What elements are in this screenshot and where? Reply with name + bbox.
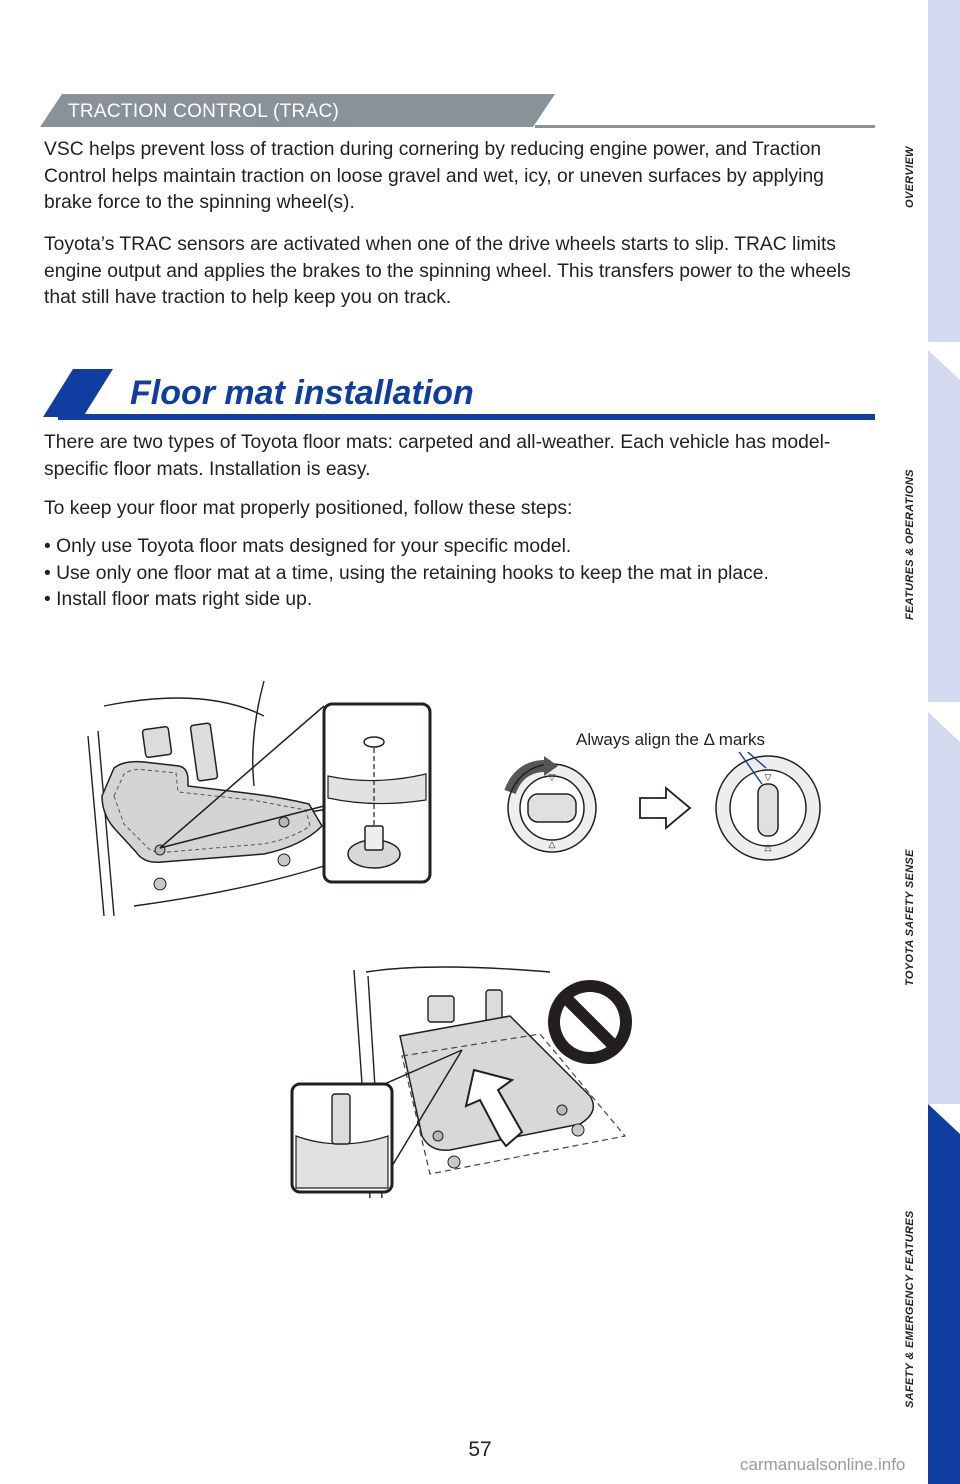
floor-mat-header-rule [58,414,875,420]
page-number: 57 [468,1438,492,1461]
hook-alignment-illustration [500,752,830,864]
sidebar-label-overview: OVERVIEW [904,146,916,208]
watermark: carmanualsonline.info [740,1455,906,1474]
tab-toyota-safety-sense[interactable] [928,712,960,1104]
floor-mat-title: Floor mat installation [130,374,474,412]
section-title-trac: TRACTION CONTROL (TRAC) [68,101,340,122]
tab-overview[interactable] [928,0,960,342]
list-item: • Use only one floor mat at a time, using the retaining hooks to keep the mat in place. [44,562,769,584]
floor-mat-header-accent [43,369,113,417]
trac-paragraph-2: Toyota’s TRAC sensors are activated when one of the drive wheels starts to slip. TRAC limits engine output and applies the brakes to the spinning wheel. This transfers power to the wheels that still have traction to help keep you on track. [44,234,851,308]
list-item: • Only use Toyota floor mats designed for your specific model. [44,536,572,557]
section-header-rule [535,125,875,128]
svg-text:▽: ▽ [764,772,772,782]
svg-text:▽: ▽ [548,772,556,782]
incorrect-mat-placement-illustration [290,966,640,1198]
align-marks-callout: Always align the Δ marks [576,730,765,749]
tab-safety-emergency-features[interactable] [928,1104,960,1484]
svg-text:△: △ [764,842,772,852]
tab-features-operations[interactable] [928,350,960,702]
floor-mat-paragraph-1: There are two types of Toyota floor mats: carpeted and all-weather. Each vehicle has model-specific floor mats. Installation is easy. [44,432,831,480]
floor-mat-paragraph-2: To keep your floor mat properly positioned, follow these steps: [44,498,573,519]
floor-mat-hooks-illustration [84,676,436,916]
floor-mat-steps-list [44,534,864,614]
sidebar-label-features-operations: FEATURES & OPERATIONS [904,469,916,620]
section-tabs-sidebar [928,0,960,1484]
svg-text:△: △ [548,839,556,849]
trac-paragraph-1: VSC helps prevent loss of traction during cornering by reducing engine power, and Traction Control helps maintain traction on loose gravel and wet, icy, or uneven surfaces by applying brake force to the spinning wheel(s). [44,139,824,213]
sidebar-label-safety-emergency-features: SAFETY & EMERGENCY FEATURES [904,1210,916,1408]
sidebar-label-toyota-safety-sense: TOYOTA SAFETY SENSE [904,849,916,986]
list-item: • Install floor mats right side up. [44,589,313,610]
